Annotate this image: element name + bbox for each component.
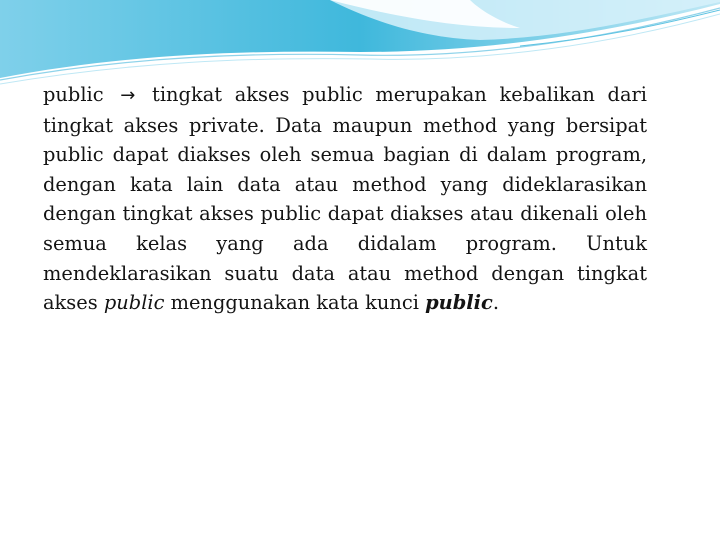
term-public: public <box>43 83 104 106</box>
body-text-middle: menggunakan kata kunci <box>170 291 419 315</box>
end-punctuation: . <box>492 291 500 315</box>
header-wave-decoration <box>0 0 720 90</box>
keyword-public-bold: public <box>425 291 493 315</box>
body-paragraph <box>43 80 647 318</box>
body-text-main: tingkat akses public merupakan kebalikan dari tingkat akses private. Data maupun method yang bersipat public dapat diakses oleh semua bagian di dalam program, dengan kata lain data atau method yang dideklarasikan dengan tingkat akses public dapat diakses atau dikenali oleh semua kelas yang ada didalam program. Untuk mendeklarasikan suatu data atau method dengan tingkat akses <box>43 83 647 315</box>
keyword-public-italic: public <box>103 291 165 315</box>
arrow-right-icon: → <box>120 85 136 106</box>
